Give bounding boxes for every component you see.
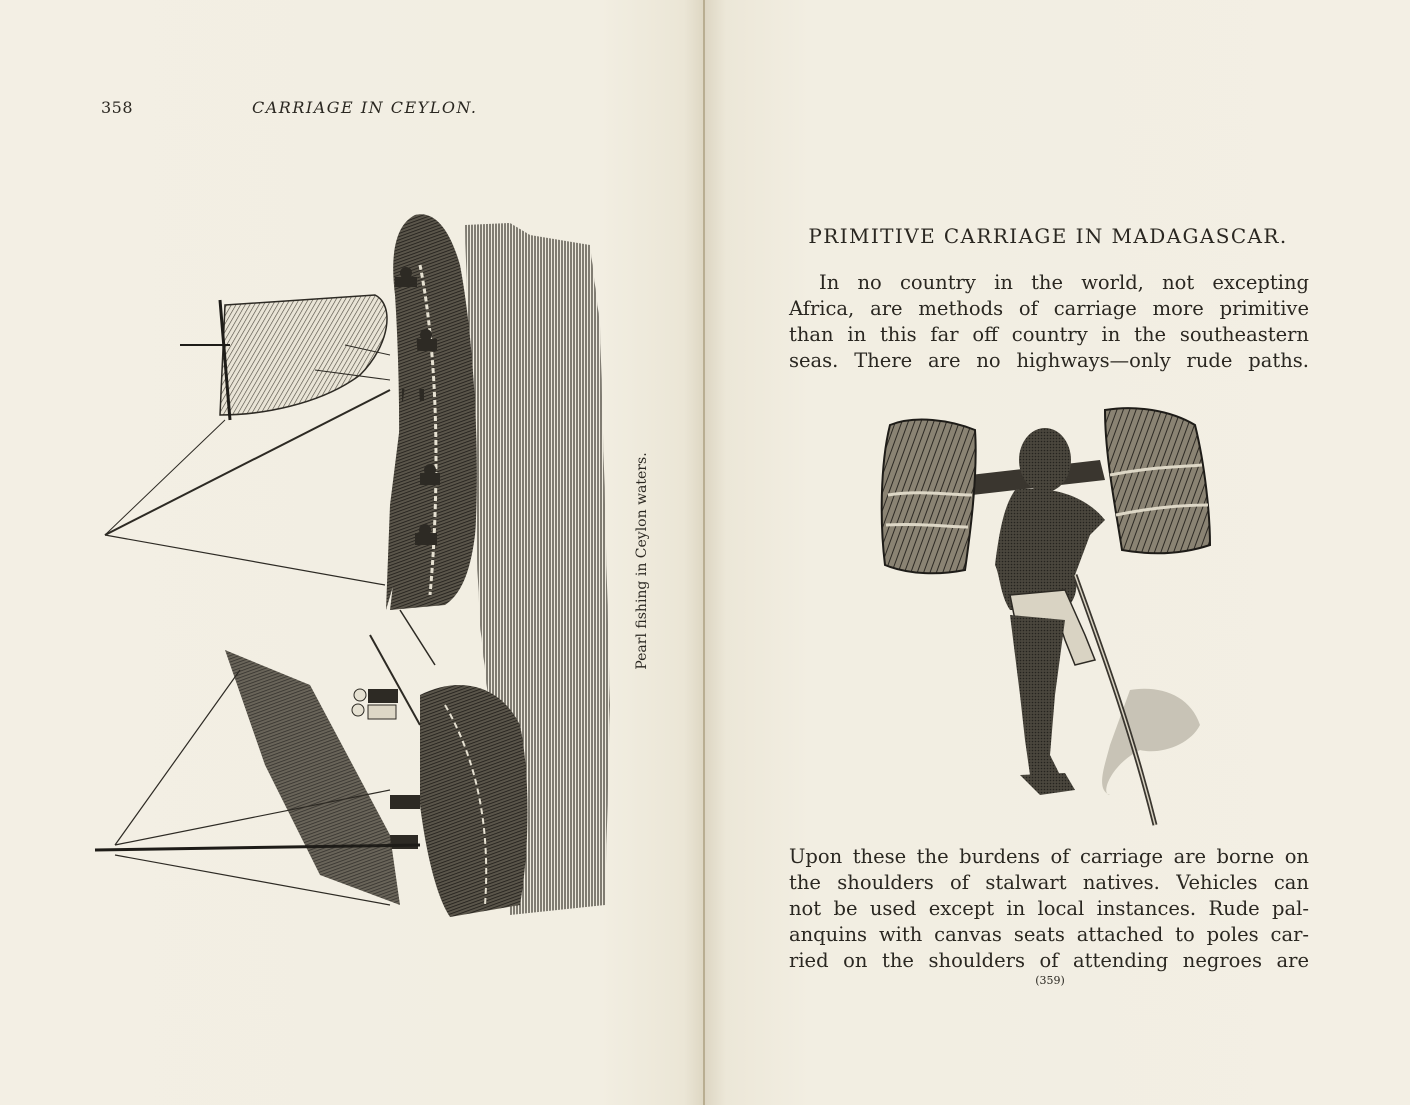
text-line: ried on the shoulders of attending negroes are (789, 949, 1309, 972)
page-number-right: (359) (1035, 974, 1065, 987)
text-line: anquins with canvas seats attached to poles car- (789, 923, 1309, 946)
text-line: In no country in the world, not excepting (819, 271, 1309, 294)
paragraph-intro (789, 270, 1309, 374)
porter-illustration (860, 395, 1220, 845)
paragraph-continuation (789, 844, 1309, 974)
page-number-left: 358 (101, 98, 134, 117)
pearl-fishing-illustration (90, 205, 620, 920)
text-line: than in this far off country in the southeastern (789, 323, 1309, 346)
running-head: CARRIAGE IN CEYLON. (252, 98, 478, 117)
text-line: the shoulders of stalwart natives. Vehicles can (789, 871, 1309, 894)
text-line: Upon these the burdens of carriage are borne on (789, 845, 1309, 868)
text-line: not be used except in local instances. Rude pal- (789, 897, 1309, 920)
figure-caption: Pearl fishing in Ceylon waters. (634, 452, 650, 670)
text-line: Africa, are methods of carriage more primitive (789, 297, 1309, 320)
section-title: PRIMITIVE CARRIAGE IN MADAGASCAR. (808, 224, 1288, 248)
text-line: seas. There are no highways—only rude paths. (789, 349, 1309, 372)
